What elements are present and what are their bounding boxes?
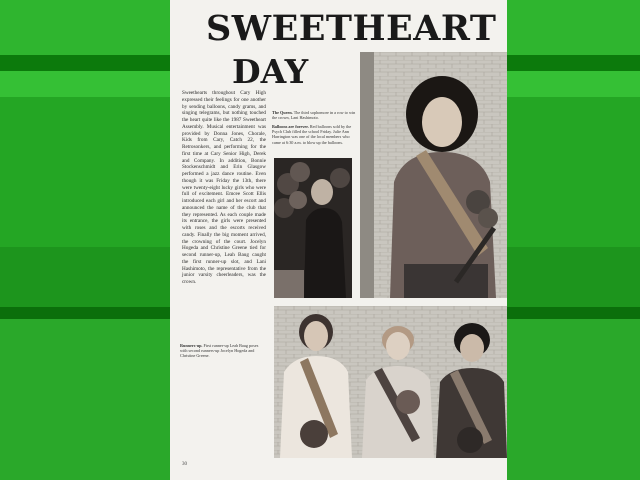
caption-text: The third sophomore in a row to win the crown, Lani Hashimoto. [272,110,356,121]
page-title-line1: SWEETHEART [206,8,497,49]
page-number: 30 [182,462,187,467]
article-body: Sweethearts throughout Cary High expressed their feelings for one another by sending balloons, candy grams, and singing telegrams, but nothing touched the heart quite like the 1987 Sweetheart Assembly. Musical entertainment was provided by Donna Jones, Chorale, Kids from Cary, Catch 22, the Retrosonkers, and performing for the first time at Cary Senior High, Derek and Company. In addition, Bonnie Stockenschmidt and Erin Glasgow performed a jazz dance routine. Even though it was Friday the 13th, there were twenty-eight lucky girls who were full of excitement. Emcee Scott Ellis introduced each girl and her escort and announced the name of the club that they represented. As each couple made its entrance, the girls were presented with roses and the escorts received candy. Finally the big moment arrived, the crowning of the court. Jocelyn Hogeda and Christine Greene tied for second runner-up, Leah Baug caught the first runner-up slot, and Lani Hashimoto, the representative from the junior varsity cheerleaders, was the crown. [182,90,266,285]
balloons-photo [274,158,352,298]
queen-caption [272,110,356,120]
caption-text: Red balloons sold by the Psych Club filled the school Friday. Julie Ann Harrington was one of the local members who came at 6:30 a.m. to blow up the balloons. [272,124,352,145]
page-title-line2: DAY [232,52,309,91]
queen-photo [360,52,507,298]
balloons-caption [272,124,356,145]
caption-text: First runner-up Leah Baug poses with second runners-up Jocelyn Hogeda and Christine Greene. [180,343,259,359]
runner-up-caption [180,343,266,359]
caption-label: Balloons are forever. [272,124,309,129]
caption-label: Runners-up. [180,343,203,348]
runner-up-photo [274,306,507,458]
yearbook-page [170,0,507,480]
caption-label: The Queen. [272,110,293,115]
